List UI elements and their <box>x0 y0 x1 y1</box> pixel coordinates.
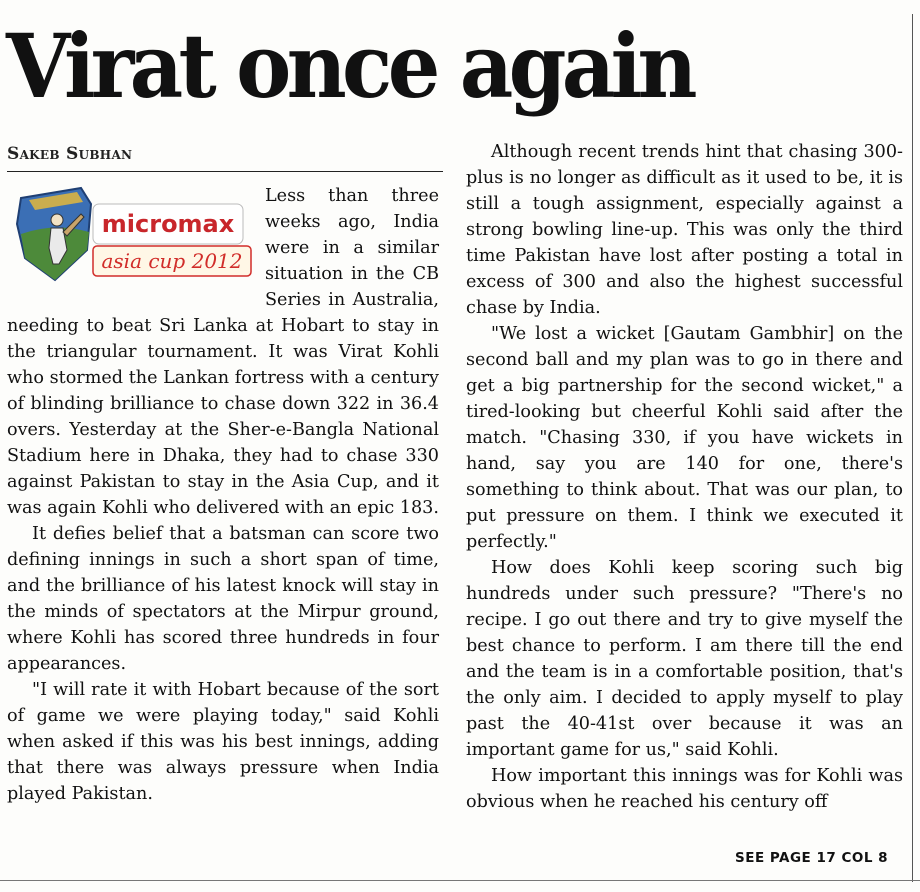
column-divider <box>912 14 913 882</box>
right-paragraph-1: Although recent trends hint that chasing 300-plus is no longer as difficult as it used to be, it is still a tough assignment, especially against a strong bowling line-up. This was only the third time Pakistan have lost after posting a total in excess of 300 and also the highest successful chase by India. <box>466 142 903 318</box>
left-paragraph-3: "I will rate it with Hobart because of the sort of game we were playing today," said Kohli when asked if this was his best innings, adding that there was always pressure when India played Pakistan. <box>7 680 439 804</box>
byline: Sakeb Subhan <box>7 144 133 164</box>
left-paragraph-2: It defies belief that a batsman can score two defining innings in such a short span of time, and the brilliance of his latest knock will stay in the minds of spectators at the Mirpur ground, where Kohli has scored three hundreds in four appearances. <box>7 524 439 674</box>
brand-text: micromax <box>101 210 235 238</box>
right-paragraph-3: How does Kohli keep scoring such big hundreds under such pressure? "There's no recipe. I go out there and try to give myself the best chance to perform. I am there till the end and the team is in a comfortable position, that's the only aim. I decided to apply myself to play past the 40-41st over because it was an important game for us," said Kohli. <box>466 558 903 760</box>
asia-cup-logo-graphic <box>7 184 257 288</box>
batsman-head-icon <box>51 214 63 226</box>
asia-cup-logo <box>7 184 257 288</box>
right-paragraph-4: How important this innings was for Kohli was obvious when he reached his century off <box>466 766 903 812</box>
left-paragraph-1: Less than three weeks ago, India were in a similar situation in the CB Series in Australia, needing to beat Sri Lanka at Hobart to stay in the triangular tournament. It was Virat Kohli who stormed the Lankan fortress with a century of blinding brilliance to chase down 322 in 36.4 overs. Yesterday at the Sher-e-Bangla National Stadium here in Dhaka, they had to chase 330 against Pakistan to stay in the Asia Cup, and it was again Kohli who delivered with an epic 183. <box>7 186 439 518</box>
left-column <box>7 183 439 807</box>
bottom-rule <box>0 880 920 881</box>
continuation-jump-line: SEE PAGE 17 COL 8 <box>735 850 889 866</box>
right-paragraph-2: "We lost a wicket [Gautam Gambhir] on the second ball and my plan was to go in there and get a big partnership for the second wicket," a tired-looking but cheerful Kohli said after the match. "Chasing 330, if you have wickets in hand, say you are 140 for one, there's something to think about. That was our plan, to put pressure on them. I think we executed it perfectly." <box>466 324 903 552</box>
headline: Virat once again <box>6 14 693 118</box>
tagline-text: asia cup 2012 <box>101 249 243 273</box>
right-column <box>466 139 903 815</box>
byline-rule <box>7 171 443 172</box>
